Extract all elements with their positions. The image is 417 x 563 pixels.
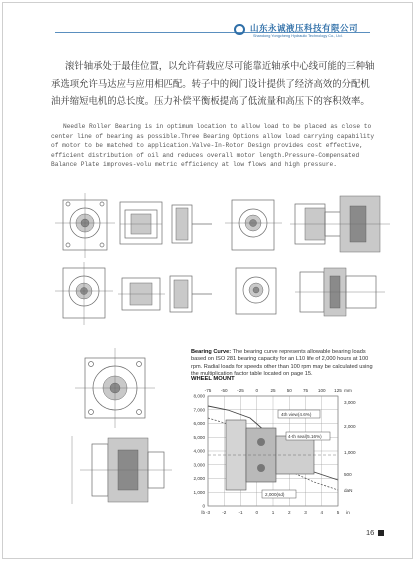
y-tick-right: 1,000: [344, 450, 356, 455]
x-tick-bottom: -1: [238, 510, 243, 515]
x-tick-bottom: in: [346, 510, 350, 515]
y-tick-right: 500: [344, 472, 352, 477]
x-tick-top: 75: [302, 388, 309, 393]
callout-label-0: 4th view(4.6%): [281, 412, 312, 417]
y-tick-right: 2,000: [344, 424, 356, 429]
y-tick-left: 4,000: [193, 448, 205, 454]
y-unit-left: lb: [201, 510, 205, 515]
y-tick-left: 5,000: [193, 434, 205, 440]
x-tick-bottom: 5: [336, 510, 340, 515]
x-tick-bottom: 4: [320, 510, 324, 515]
x-tick-bottom: 1: [271, 510, 275, 515]
y-tick-left: 1,000: [193, 489, 205, 495]
y-tick-left: 8,000: [193, 393, 205, 399]
x-tick-top: -75: [204, 388, 212, 393]
y-tick-left: 0: [202, 503, 205, 509]
company-name-en: Shandong Yongcheng Hydraulic Technology Co., Ltd.: [253, 34, 343, 38]
x-tick-top: 0: [255, 388, 259, 393]
company-name-cn: 山东永诚液压科技有限公司: [250, 23, 359, 33]
x-tick-top: 125: [334, 388, 342, 393]
page-number: 16: [366, 528, 375, 537]
y-tick-left: 2,000: [193, 476, 205, 481]
page-marker-icon: [378, 530, 384, 536]
callout-label-1: 4-th seal(5.16%): [288, 434, 322, 439]
x-tick-bottom: -3: [205, 510, 211, 515]
x-tick-top: -25: [237, 388, 244, 393]
callout-label-2: 2,000(sd): [265, 492, 285, 497]
y-axis-right: [344, 400, 356, 493]
x-axis-bottom: [206, 510, 350, 515]
bearing-curve-title: Bearing Curve:: [191, 349, 232, 355]
bearing-curve-description: The bearing curve represents allowable bearing loads based on ISO 281 bearing capacity for an L10 life of 2,000 hours at 100 rpm. Radial loads for speeds other than 100 rpm may be calculated using the multiplication factor table located on page 15.: [191, 349, 373, 378]
y-tick-left: 7,000: [193, 407, 205, 413]
y-tick-left: 6,000: [193, 421, 205, 426]
wheel-mount-label: WHEEL MOUNT: [191, 376, 235, 382]
y-tick-right: 3,000: [344, 400, 356, 405]
x-tick-top: 25: [270, 388, 276, 393]
y-axis-left: [194, 394, 206, 516]
x-tick-bottom: 0: [255, 510, 259, 515]
y-unit-right: daN: [344, 488, 353, 493]
x-tick-bottom: 2: [287, 510, 291, 515]
english-paragraph: Needle Roller Bearing is in optimum location to allow load to be placed as close to center line of bearing as possible.Three Bearing Options allow load carrying capability of motor to be matched to application.Valve-In-Rotor Design provides cost effective, efficient distribution of oil and reduces overall motor length.Pressure-Compensated Balance Plate improves-volu metric efficiency at low flows and high pressure.: [51, 123, 375, 169]
x-axis-top: [205, 388, 352, 393]
x-tick-top: mm: [344, 388, 352, 393]
x-tick-top: -50: [220, 388, 228, 393]
motor-overlay-drawing: [208, 420, 338, 490]
x-tick-top: 100: [317, 388, 326, 393]
x-tick-top: 50: [286, 388, 292, 393]
x-tick-bottom: -2: [222, 510, 227, 515]
chinese-paragraph: 滚针轴承处于最佳位置，以允许荷载应尽可能靠近轴承中心线可能的三种轴承选项允许马达应与应用相匹配。转子中的阀门设计提供了经济高效的分配机油并缩短电机的总长度。压力补偿平衡板提高了低流量和高压下的容积效率。: [51, 61, 375, 107]
x-tick-bottom: 3: [304, 510, 307, 515]
y-tick-left: 3,000: [193, 462, 205, 468]
